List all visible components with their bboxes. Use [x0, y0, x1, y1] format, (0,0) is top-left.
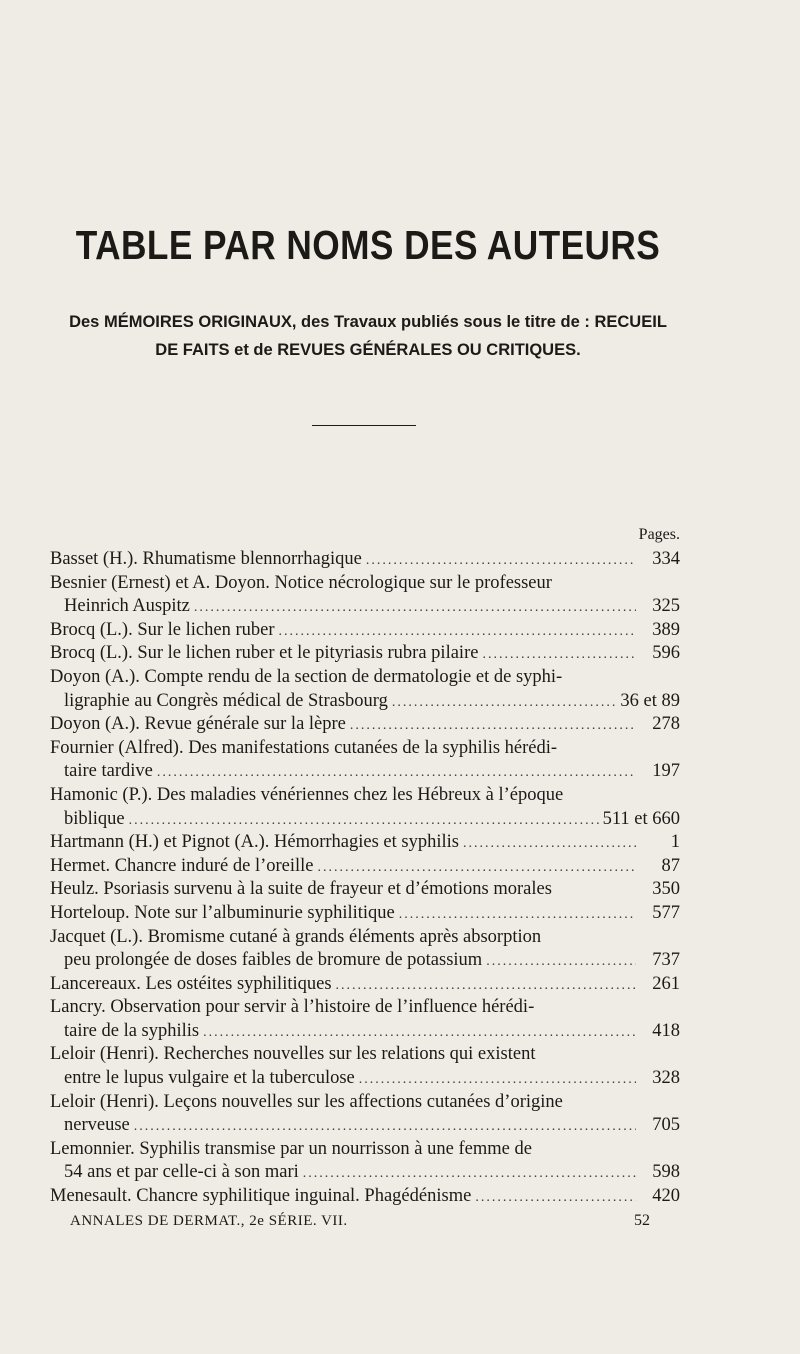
author-index-list: [50, 548, 680, 1209]
index-entry: [50, 1185, 680, 1209]
entry-text: Lancry. Observation pour servir à l’histoire de l’influence hérédi-: [50, 997, 535, 1018]
entry-text: Hamonic (P.). Des maladies vénériennes chez les Hébreux à l’époque: [50, 784, 564, 805]
entry-text: taire tardive: [64, 761, 153, 782]
index-entry: [50, 572, 680, 596]
dot-leader: [134, 1115, 636, 1138]
page-number: 420: [652, 1186, 680, 1207]
entry-text: Brocq (L.). Sur le lichen ruber: [50, 619, 275, 640]
entry-text: Lancereaux. Les ostéites syphilitiques: [50, 973, 332, 994]
entry-text: Besnier (Ernest) et A. Doyon. Notice nécrologique sur le professeur: [50, 572, 552, 593]
index-entry-continuation: [50, 808, 680, 832]
dot-leader: [350, 714, 636, 737]
entry-text: Jacquet (L.). Bromisme cutané à grands éléments après absorption: [50, 926, 542, 947]
index-entry: [50, 713, 680, 737]
page-subtitle: [50, 308, 686, 364]
entry-text: entre le lupus vulgaire et la tuberculose: [64, 1068, 355, 1089]
index-entry: [50, 737, 680, 761]
index-entry: [50, 1091, 680, 1115]
entry-text: Hartmann (H.) et Pignot (A.). Hémorrhagies et syphilis: [50, 832, 459, 853]
signature-number: 52: [634, 1212, 650, 1229]
index-entry-continuation: [50, 1114, 680, 1138]
dot-leader: [129, 809, 599, 832]
subtitle-line-1: Des MÉMOIRES ORIGINAUX, des Travaux publiés sous le titre de : RECUEIL: [69, 313, 667, 331]
dot-leader: [203, 1021, 636, 1044]
page-number: 334: [652, 549, 680, 569]
page-number: 328: [652, 1068, 680, 1089]
index-entry: [50, 996, 680, 1020]
index-entry: [50, 902, 680, 926]
entry-text: Horteloup. Note sur l’albuminurie syphilitique: [50, 902, 395, 923]
dot-leader: [482, 643, 636, 666]
page-number: 737: [652, 950, 680, 971]
dot-leader: [336, 974, 636, 997]
index-entry: [50, 831, 680, 855]
index-entry: [50, 784, 680, 808]
index-entry: [50, 973, 680, 997]
index-entry: [50, 1138, 680, 1162]
page-title: TABLE PAR NOMS DES AUTEURS: [75, 222, 661, 268]
index-entry: [50, 666, 680, 690]
entry-text: Basset (H.). Rhumatisme blennorrhagique: [50, 549, 362, 569]
section-divider: [312, 425, 416, 426]
dot-leader: [157, 761, 636, 784]
page-number: 511 et 660: [602, 808, 680, 829]
page-number: 325: [652, 596, 680, 617]
index-entry-continuation: [50, 1020, 680, 1044]
index-entry: [50, 926, 680, 950]
index-entry: [50, 619, 680, 643]
journal-reference: ANNALES DE DERMAT., 2e SÉRIE. VII.: [70, 1213, 348, 1229]
index-entry-continuation: [50, 1067, 680, 1091]
dot-leader: [318, 856, 636, 879]
page-number: 1: [670, 832, 680, 853]
dot-leader: [194, 596, 636, 619]
page-number: 350: [652, 879, 680, 900]
dot-leader: [279, 620, 637, 643]
page-number: 418: [652, 1020, 680, 1041]
entry-text: Heulz. Psoriasis survenu à la suite de frayeur et d’émotions morales: [50, 879, 552, 900]
entry-text: Brocq (L.). Sur le lichen ruber et le pityriasis rubra pilaire: [50, 643, 479, 664]
dot-leader: [463, 832, 636, 855]
index-entry-continuation: [50, 1161, 680, 1185]
entry-text: nerveuse: [64, 1115, 130, 1136]
page-number: 705: [652, 1115, 680, 1136]
index-entry: [50, 878, 680, 902]
entry-text: biblique: [64, 808, 125, 829]
index-entry-continuation: [50, 949, 680, 973]
dot-leader: [366, 549, 636, 572]
page-footer: [70, 1212, 650, 1230]
entry-text: Fournier (Alfred). Des manifestations cutanées de la syphilis hérédi-: [50, 737, 558, 758]
dot-leader: [475, 1186, 636, 1209]
page-number: 598: [652, 1162, 680, 1183]
dot-leader: [359, 1068, 636, 1091]
index-entry-continuation: [50, 595, 680, 619]
page-number: 596: [652, 643, 680, 664]
entry-text: Leloir (Henri). Recherches nouvelles sur les relations qui existent: [50, 1044, 536, 1065]
entry-text: Lemonnier. Syphilis transmise par un nourrisson à une femme de: [50, 1138, 532, 1159]
entry-text: Hermet. Chancre induré de l’oreille: [50, 855, 314, 876]
dot-leader: [303, 1162, 636, 1185]
entry-text: Doyon (A.). Compte rendu de la section de dermatologie et de syphi-: [50, 666, 563, 687]
dot-leader: [399, 903, 636, 926]
entry-text: 54 ans et par celle-ci à son mari: [64, 1162, 299, 1183]
entry-text: Leloir (Henri). Leçons nouvelles sur les affections cutanées d’origine: [50, 1091, 563, 1112]
dot-leader: [486, 950, 636, 973]
page-number: 261: [652, 973, 680, 994]
dot-leader: [392, 691, 617, 714]
page-number: 577: [652, 902, 680, 923]
index-entry: [50, 855, 680, 879]
entry-text: Menesault. Chancre syphilitique inguinal. Phagédénisme: [50, 1186, 472, 1207]
page-number: 36 et 89: [620, 690, 680, 711]
page-number: 197: [652, 761, 680, 782]
entry-text: Doyon (A.). Revue générale sur la lèpre: [50, 714, 346, 735]
bleed-through-text: [120, 150, 125, 173]
index-entry: [50, 1043, 680, 1067]
entry-text: taire de la syphilis: [64, 1020, 200, 1041]
page-number: 87: [661, 855, 680, 876]
index-entry-continuation: [50, 690, 680, 714]
index-entry: [50, 642, 680, 666]
page-number: 389: [652, 619, 680, 640]
entry-text: Heinrich Auspitz: [64, 596, 190, 617]
entry-text: peu prolongée de doses faibles de bromure de potassium: [64, 950, 483, 971]
entry-text: ligraphie au Congrès médical de Strasbourg: [64, 690, 388, 711]
pages-column-label: Pages.: [638, 526, 680, 543]
subtitle-line-2: DE FAITS et de REVUES GÉNÉRALES OU CRITIQUES.: [155, 341, 581, 359]
index-entry-continuation: [50, 760, 680, 784]
page-number: 278: [652, 714, 680, 735]
index-entry: [50, 548, 680, 572]
